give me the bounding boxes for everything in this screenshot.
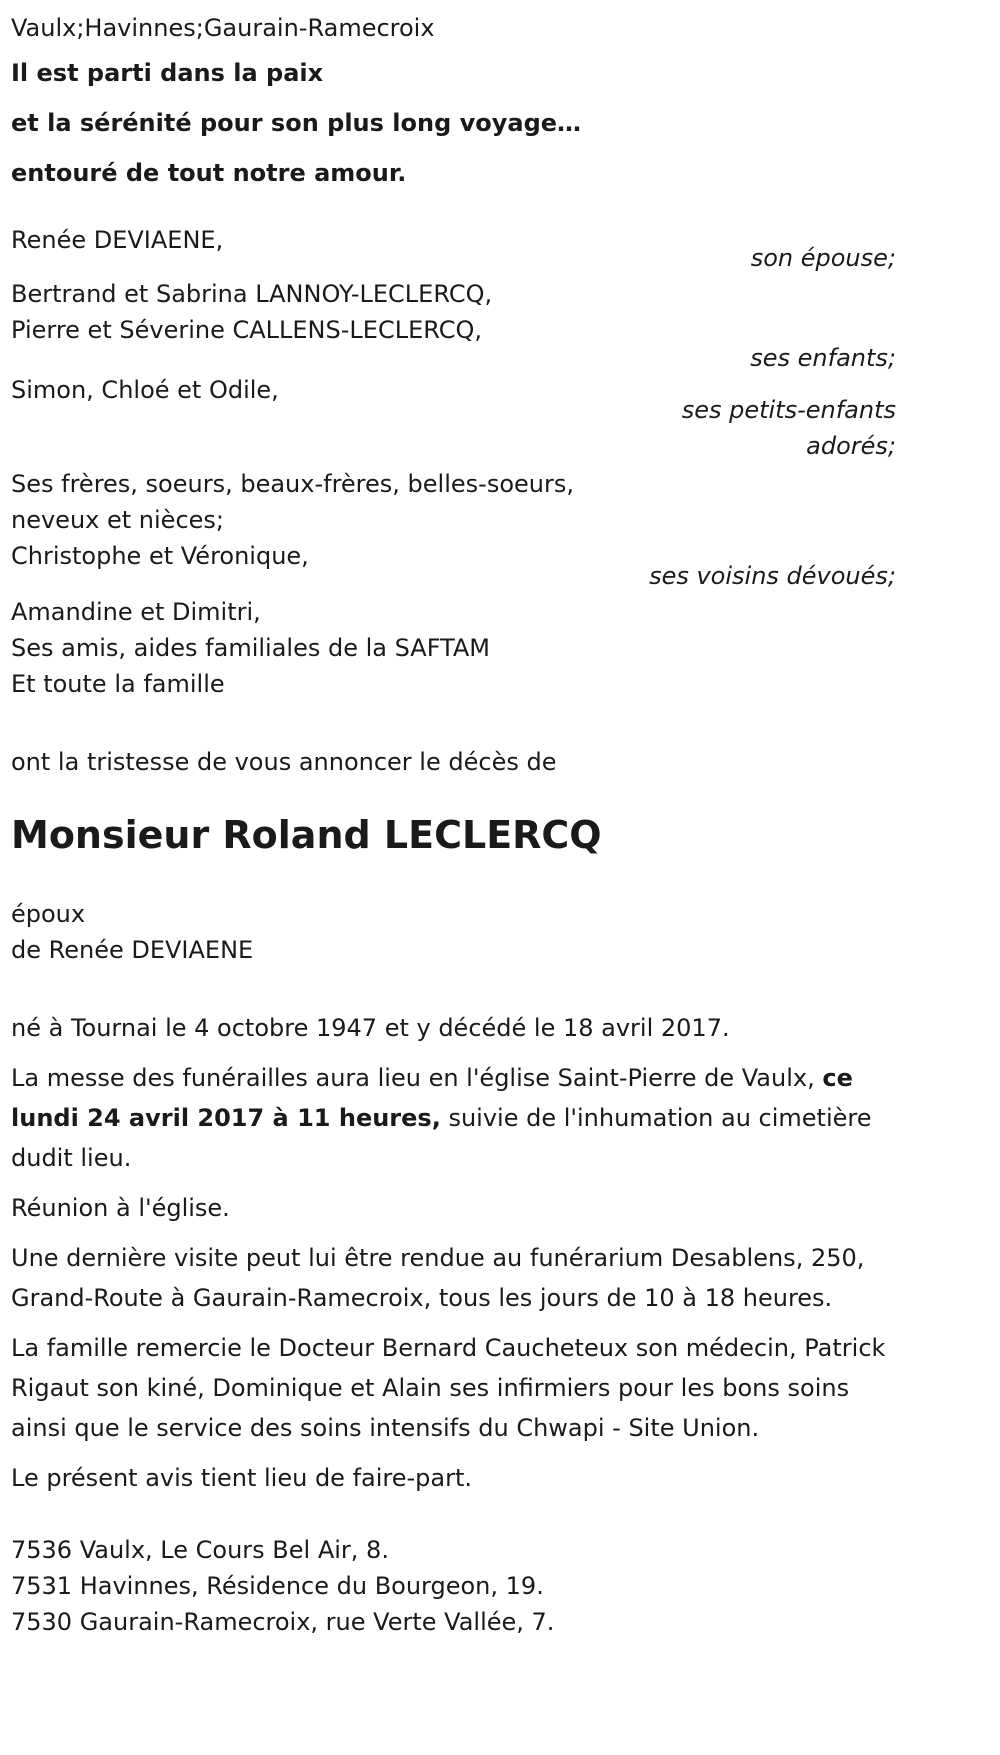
funeral-text-end: suivie de l'inhumation au cimetière dudit lieu. [11,1104,872,1172]
address-list [11,1530,896,1642]
locations-header: Vaulx;Havinnes;Gaurain-Ramecroix [11,14,435,42]
deceased-relation: de Renée DEVIAENE [11,936,254,964]
meeting-text: Réunion à l'église. [11,1194,230,1222]
funeral-details [11,1008,896,1498]
intro-verse [11,48,896,198]
intro-line: Il est parti dans la paix [11,59,324,87]
others-line: Ses amis, aides familiales de la SAFTAM [11,634,491,662]
address-line: 7531 Havinnes, Résidence du Bourgeon, 19. [11,1572,544,1600]
neighbors-role: ses voisins dévoués; [649,562,896,590]
spouse-role: son épouse; [750,244,896,272]
spouse-name: Renée DEVIAENE, [11,226,224,254]
siblings-line: neveux et nièces; [11,506,224,534]
others-line: Amandine et Dimitri, [11,598,261,626]
funeral-date: ce lundi 24 avril 2017 à 11 heures, [11,1064,853,1132]
funeral-text-start: La messe des funérailles aura lieu en l'église Saint-Pierre de Vaulx, [11,1064,823,1092]
announcement-text: ont la tristesse de vous annoncer le décès de [11,748,557,776]
grandchildren-names: Simon, Chloé et Odile, [11,376,279,404]
grandchildren-role: ses petits-enfants [681,396,896,424]
intro-line: entouré de tout notre amour. [11,159,407,187]
birth-death-text: né à Tournai le 4 octobre 1947 et y décédé le 18 avril 2017. [11,1014,730,1042]
child-name: Bertrand et Sabrina LANNOY-LECLERCQ, [11,280,493,308]
funeral-text [11,1058,896,1178]
deceased-name: Monsieur Roland LECLERCQ [11,813,602,857]
others-line: Et toute la famille [11,670,225,698]
siblings-line: Ses frères, soeurs, beaux-frères, belles-soeurs, [11,470,574,498]
child-name: Pierre et Séverine CALLENS-LECLERCQ, [11,316,482,344]
notice-text: Le présent avis tient lieu de faire-part. [11,1464,473,1492]
deceased-relation: époux [11,900,86,928]
children-role: ses enfants; [750,344,896,372]
intro-line: et la sérénité pour son plus long voyage… [11,109,582,137]
thanks-text: La famille remercie le Docteur Bernard Caucheteux son médecin, Patrick Rigaut son kiné, Dominique et Alain ses infirmiers pour les bons soins ainsi que le service des soins intensifs du Chwapi - Site Union. [11,1334,886,1442]
address-line: 7536 Vaulx, Le Cours Bel Air, 8. [11,1536,389,1564]
family-list [11,220,896,704]
address-line: 7530 Gaurain-Ramecroix, rue Verte Vallée, 7. [11,1608,555,1636]
visit-text: Une dernière visite peut lui être rendue au funérarium Desablens, 250, Grand-Route à Gaurain-Ramecroix, tous les jours de 10 à 18 heures. [11,1244,865,1312]
grandchildren-role: adorés; [806,432,896,460]
neighbors-names: Christophe et Véronique, [11,542,309,570]
